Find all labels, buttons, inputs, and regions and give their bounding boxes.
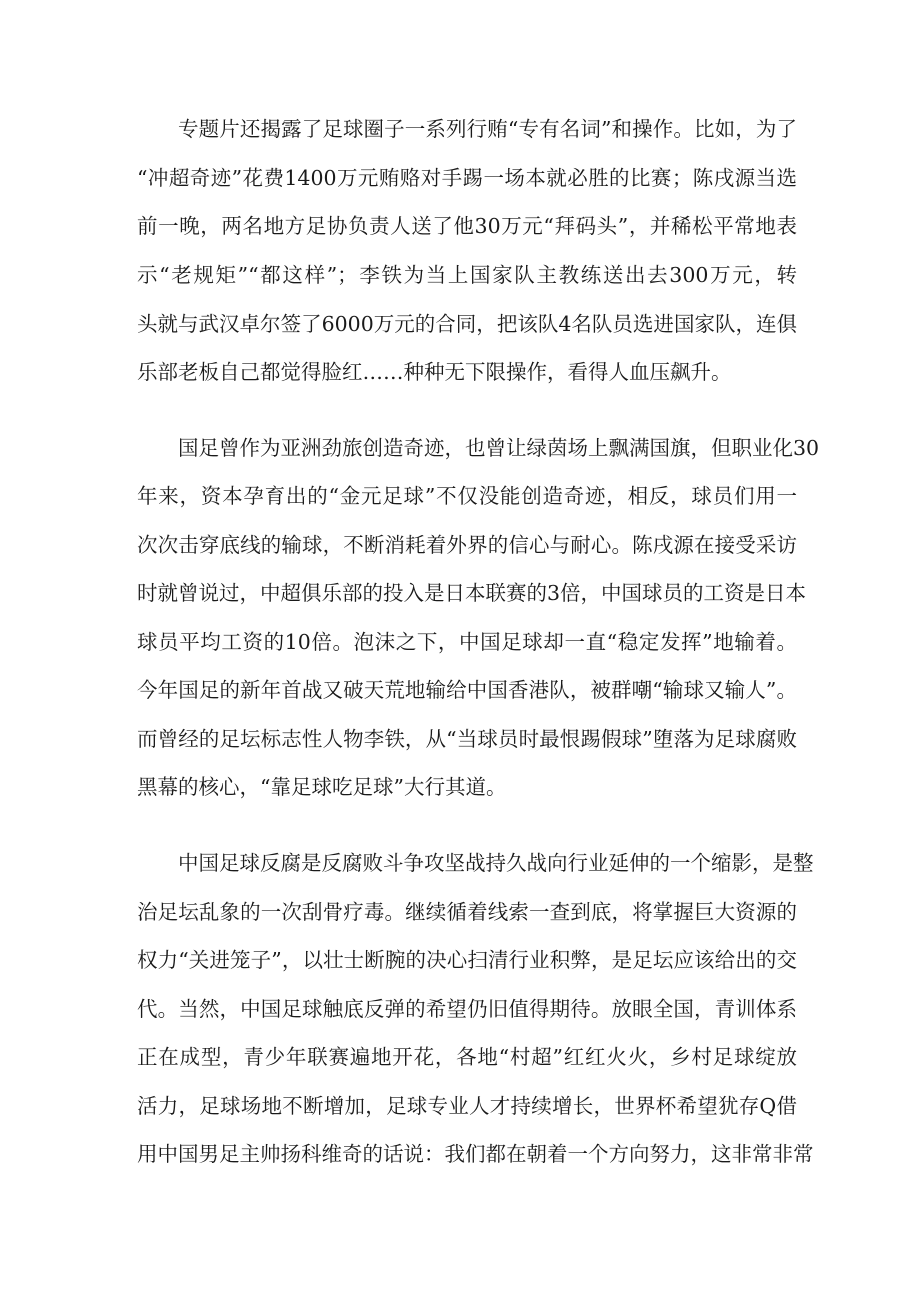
- text-line: 时就曾说过，中超俱乐部的投入是日本联赛的3倍，中国球员的工资是日本: [137, 581, 807, 605]
- text-line: 用中国男足主帅扬科维奇的话说：我们都在朝着一个方向努力，这非常非常: [137, 1142, 814, 1166]
- text-line: 头就与武汉卓尔签了6000万元的合同，把该队4名队员选进国家队，连俱: [137, 312, 797, 336]
- text-line: “冲超奇迹”花费1400万元贿赂对手踢一场本就必胜的比赛；陈戌源当选: [137, 166, 797, 190]
- text-line: 次次击穿底线的输球，不断消耗着外界的信心与耐心。陈戌源在接受采访: [137, 533, 797, 557]
- text-line: 今年国足的新年首战又破天荒地输给中国香港队，被群嘲“输球又输人”。: [137, 678, 797, 702]
- text-line: 中国足球反腐是反腐败斗争攻坚战持久战向行业延伸的一个缩影，是整: [178, 851, 814, 875]
- text-line: 而曾经的足坛标志性人物李铁，从“当球员时最恨踢假球”堕落为足球腐败: [137, 727, 797, 751]
- text-line: 代。当然，中国足球触底反弹的希望仍旧值得期待。放眼全国，青训体系: [137, 997, 797, 1021]
- text-line: 活力，足球场地不断增加，足球专业人才持续增长，世界杯希望犹存Q借: [137, 1094, 797, 1118]
- text-line: 乐部老板自己都觉得脸红……种种无下限操作，看得人血压飙升。: [137, 360, 732, 384]
- text-line: 年来，资本孕育出的“金元足球”不仅没能创造奇迹，相反，球员们用一: [137, 484, 797, 508]
- text-line: 专题片还揭露了足球圈子一系列行贿“专有名词”和操作。比如，为了: [178, 117, 797, 141]
- text-line: 治足坛乱象的一次刮骨疗毒。继续循着线索一查到底，将掌握巨大资源的: [137, 900, 797, 924]
- text-line: 示“老规矩”“都这样”；李铁为当上国家队主教练送出去300万元，转: [137, 263, 797, 287]
- text-line: 球员平均工资的10倍。泡沫之下，中国足球却一直“稳定发挥”地输着。: [137, 630, 797, 654]
- text-line: 正在成型，青少年联赛遍地开花，各地“村超”红红火火，乡村足球绽放: [137, 1045, 797, 1069]
- text-line: 前一晚，两名地方足协负责人送了他30万元“拜码头”，并稀松平常地表: [137, 214, 797, 238]
- text-line: 黑幕的核心，“靠足球吃足球”大行其道。: [137, 775, 507, 799]
- text-line: 权力“关进笼子”，以壮士断腕的决心扫清行业积弊，是足坛应该给出的交: [137, 948, 797, 972]
- text-line: 国足曾作为亚洲劲旅创造奇迹，也曾让绿茵场上飘满国旗，但职业化30: [178, 436, 820, 460]
